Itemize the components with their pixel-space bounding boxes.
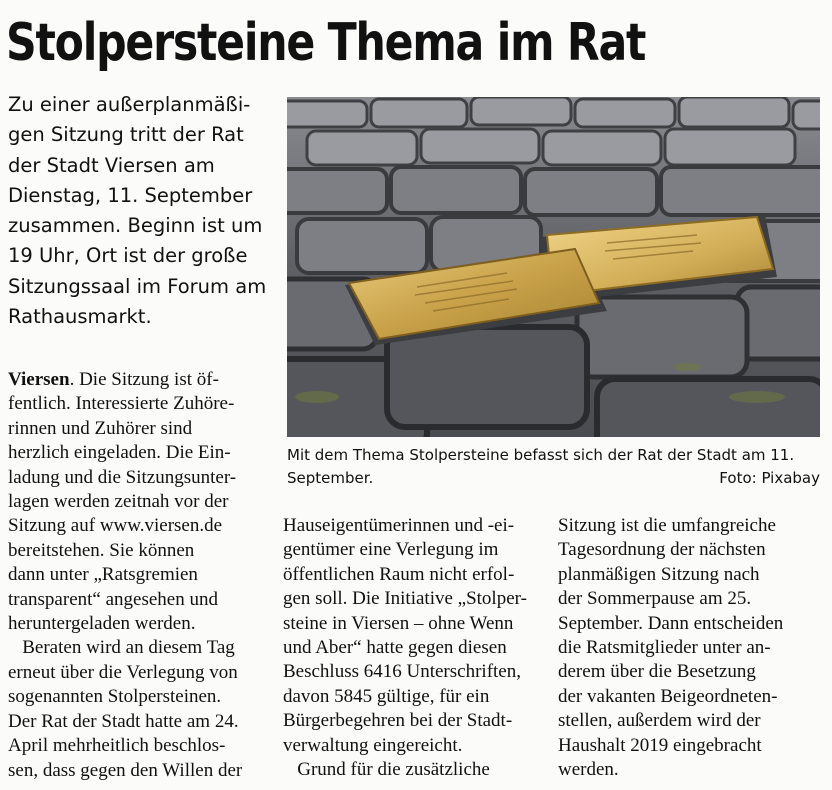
- column-line: fentlich. Interessierte Zuhöre-: [8, 393, 235, 415]
- stolpersteine-photo: [287, 97, 820, 437]
- column-line: die Ratsmitglieder unter an-: [558, 637, 771, 659]
- column-line: gentümer eine Verlegung im: [283, 539, 499, 561]
- lead-line: Zu einer außerplanmäßi-: [8, 93, 251, 116]
- column-line: derem über die Besetzung: [558, 661, 756, 683]
- headline: Stolpersteine Thema im Rat: [6, 13, 646, 73]
- lead-paragraph: [8, 90, 272, 332]
- lead-line: Sitzungssaal im Forum am: [8, 274, 267, 298]
- column-line: Der Rat der Stadt hatte am 24.: [8, 710, 239, 732]
- column-line: verwaltung eingereicht.: [283, 734, 463, 756]
- column-line: Sitzung ist die umfangreiche: [558, 515, 776, 536]
- column-line: der vakanten Beigeordneten-: [558, 685, 778, 707]
- lead-line: Rathausmarkt.: [8, 305, 152, 329]
- column-line: Tagesordnung der nächsten: [558, 539, 766, 561]
- column-line: gen soll. Die Initiative „Stolper-: [283, 588, 527, 610]
- lead-line: zusammen. Beginn ist um: [8, 214, 263, 238]
- column-line: heruntergeladen werden.: [8, 613, 196, 635]
- photo-credit: Foto: Pixabay: [719, 469, 820, 487]
- column-line: werden.: [558, 759, 619, 781]
- lead-line: 19 Uhr, Ort ist der große: [8, 244, 248, 268]
- column-line: rinnen und Zuhörer sind: [8, 417, 193, 439]
- column-line: Beraten wird an diesem Tag: [8, 637, 235, 659]
- lead-line: gen Sitzung tritt der Rat: [8, 123, 244, 147]
- column-line: herzlich eingeladen. Die Ein-: [8, 442, 231, 464]
- column-line: dann unter „Ratsgremien: [8, 564, 198, 586]
- column-line: öffentlichen Raum nicht erfol-: [283, 563, 515, 585]
- caption-line: Mit dem Thema Stolpersteine befasst sich der Rat der Stadt am 11.: [287, 446, 795, 464]
- column-line: transparent“ angesehen und: [8, 588, 218, 610]
- column-line: Bürgerbegehren bei der Stadt-: [283, 710, 513, 732]
- column-line: der Sommerpause am 25.: [558, 588, 752, 610]
- column-line: erneut über die Verlegung von: [8, 661, 238, 683]
- caption-row: [287, 467, 820, 490]
- column-line: sen, dass gegen den Willen der: [8, 759, 243, 781]
- column-line: und Aber“ hatte gegen diesen: [283, 637, 507, 659]
- cobblestone-street-image: [287, 97, 820, 437]
- lead-line: Dienstag, 11. September: [8, 183, 253, 207]
- column-line: steine in Viersen – ohne Wenn: [283, 612, 514, 634]
- dateline: Viersen: [8, 369, 70, 390]
- article-column-3: [558, 514, 820, 782]
- column-line-text: . Die Sitzung ist öf-: [69, 369, 219, 390]
- column-line: Grund für die zusätzliche: [283, 759, 490, 781]
- column-line: Haushalt 2019 eingebracht: [558, 734, 762, 756]
- column-line: lagen werden zeitnah vor der: [8, 491, 229, 513]
- article-column-1: [8, 368, 270, 783]
- column-line: Beschluss 6416 Unterschriften,: [283, 661, 521, 683]
- column-line: September. Dann entscheiden: [558, 612, 784, 634]
- article-column-2: [283, 514, 545, 782]
- column-line: ladung und die Sitzungsunter-: [8, 466, 237, 488]
- column-line: [8, 368, 270, 392]
- lead-line: der Stadt Viersen am: [8, 153, 215, 177]
- caption-line: September.: [287, 469, 374, 487]
- column-line: davon 5845 gültige, für ein: [283, 685, 490, 707]
- column-line: Sitzung auf www.viersen.de: [8, 515, 223, 537]
- photo-caption: [287, 444, 820, 490]
- column-line: stellen, außerdem wird der: [558, 710, 761, 732]
- column-line: bereitstehen. Sie können: [8, 539, 195, 561]
- column-line: planmäßigen Sitzung nach: [558, 563, 760, 585]
- column-line: April mehrheitlich beschlos-: [8, 735, 226, 757]
- column-line: sogenannten Stolpersteinen.: [8, 686, 222, 708]
- column-line: Hauseigentümerinnen und -ei-: [283, 515, 515, 536]
